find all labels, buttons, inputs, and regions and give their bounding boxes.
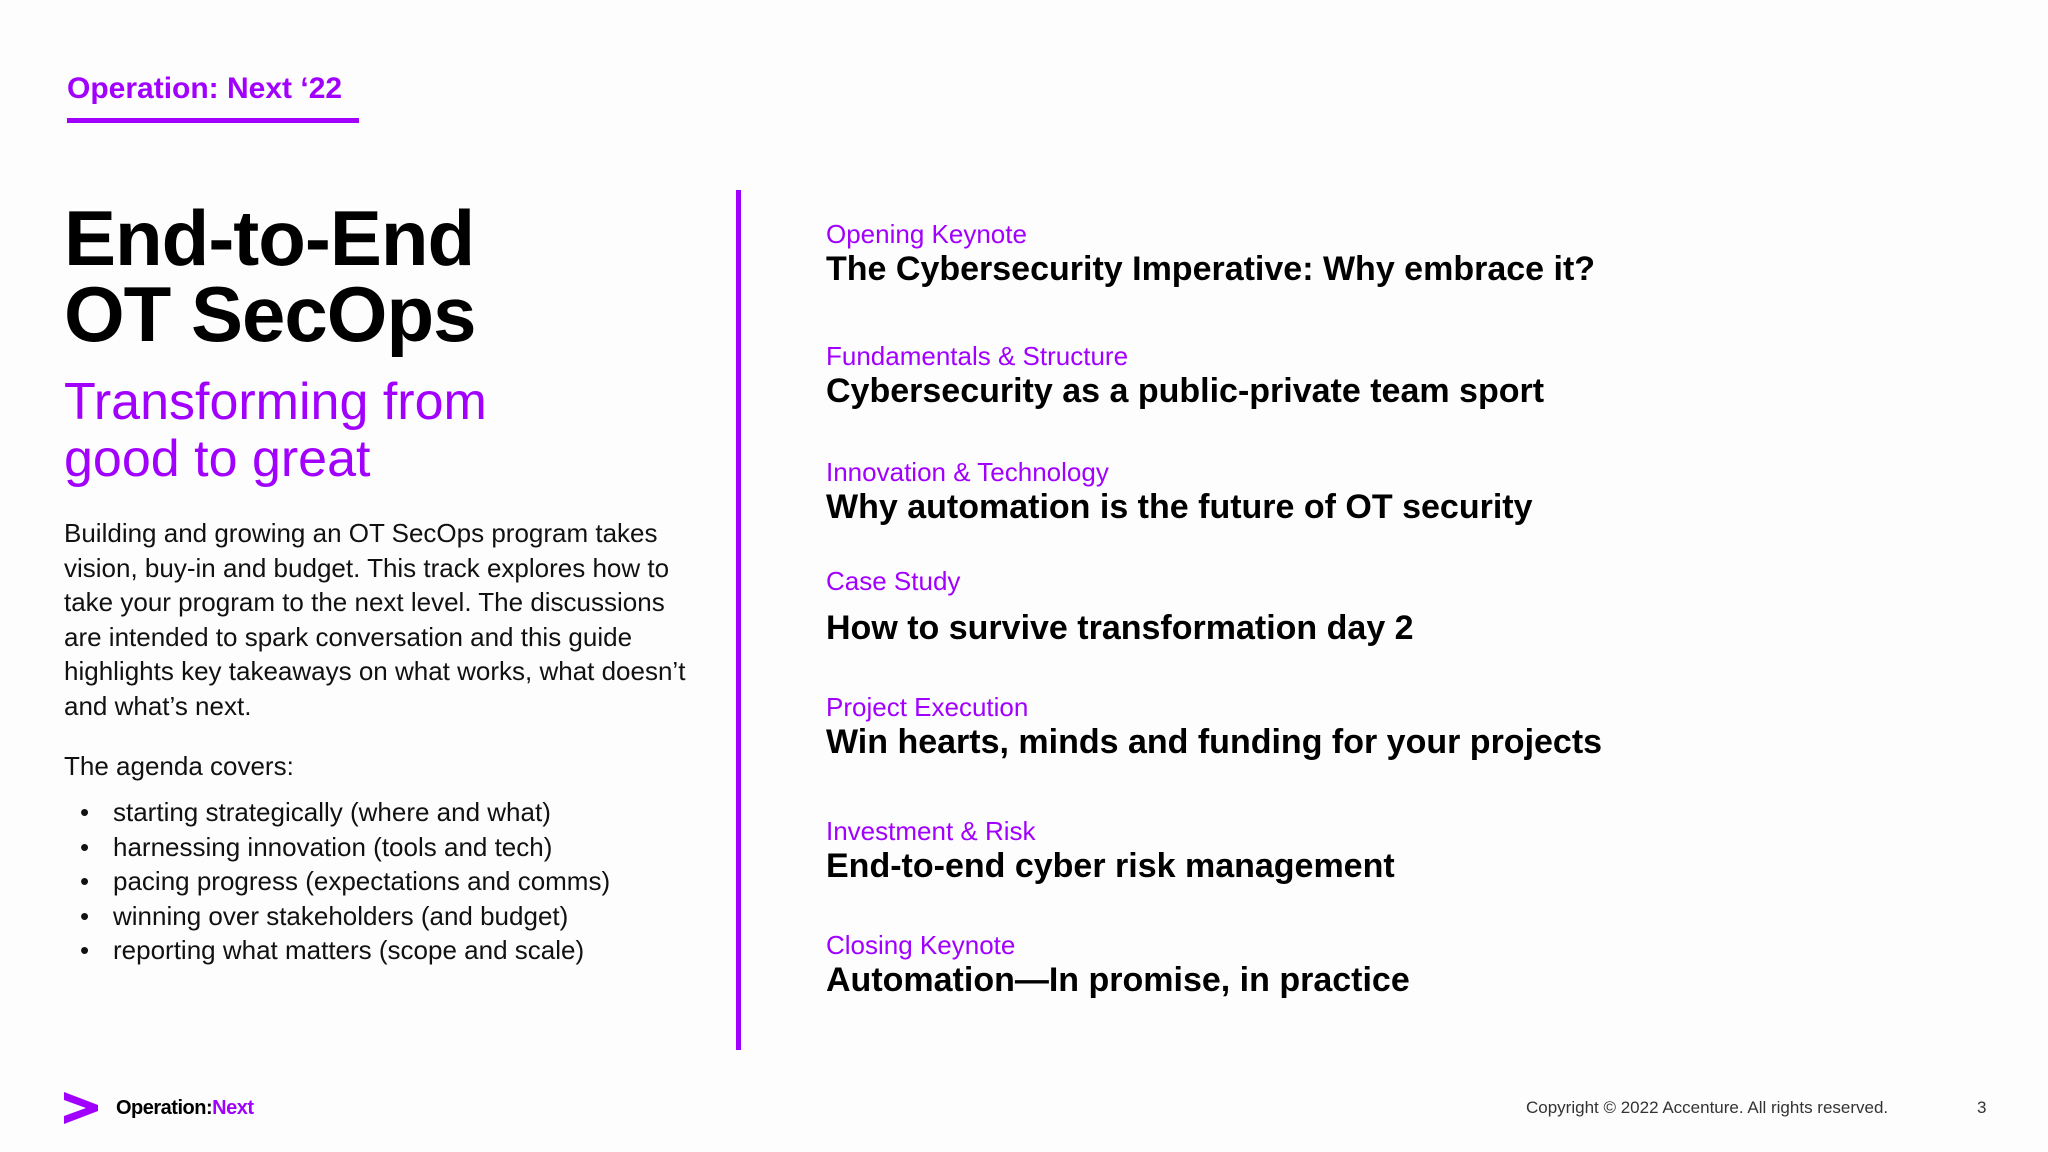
session-title: How to survive transformation day 2 <box>826 609 1414 647</box>
footer-brand-part1: Operation: <box>116 1096 213 1119</box>
agenda-intro: The agenda covers: <box>64 751 294 781</box>
title-line-1: End-to-End <box>64 194 475 282</box>
subtitle-line-1: Transforming from <box>64 373 487 431</box>
session-opening-keynote <box>826 219 1926 289</box>
session-title: The Cybersecurity Imperative: Why embrace it? <box>826 250 1596 288</box>
agenda-item <box>64 899 704 934</box>
accenture-chevron-icon <box>64 1092 98 1124</box>
bullet-icon: • <box>80 831 90 862</box>
page-subtitle <box>64 374 704 488</box>
agenda-item-text: starting strategically (where and what) <box>113 797 551 827</box>
agenda-list <box>64 795 704 968</box>
agenda-item <box>64 795 704 830</box>
footer-brand-part2: Next <box>212 1096 254 1119</box>
session-innovation <box>826 457 1926 527</box>
session-fundamentals <box>826 341 1926 411</box>
title-line-2: OT SecOps <box>64 270 476 358</box>
session-title: Win hearts, minds and funding for your projects <box>826 723 1603 761</box>
session-case-study <box>826 566 1926 648</box>
session-category: Fundamentals & Structure <box>826 341 1129 371</box>
session-title: Cybersecurity as a public-private team sport <box>826 372 1545 410</box>
session-category: Project Execution <box>826 692 1029 722</box>
hero-column <box>64 194 704 968</box>
bullet-icon: • <box>80 866 90 896</box>
session-title: Why automation is the future of OT security <box>826 488 1533 526</box>
agenda-item-text: reporting what matters (scope and scale) <box>113 935 585 965</box>
subtitle-line-2: good to great <box>64 430 371 488</box>
track-description: Building and growing an OT SecOps program takes vision, buy-in and budget. This track explores how to take your program to the next level. The discussions are intended to spark conversation and this guide highlights key takeaways on what works, what doesn’t and what’s next. <box>64 518 686 721</box>
session-closing-keynote <box>826 930 1926 1000</box>
footer-logo <box>64 1092 253 1124</box>
page-number: 3 <box>1977 1098 1987 1117</box>
session-category: Investment & Risk <box>826 816 1036 846</box>
session-title: Automation—In promise, in practice <box>826 961 1410 999</box>
agenda-item <box>64 864 704 899</box>
agenda-item <box>64 830 704 865</box>
agenda-item-text: harnessing innovation (tools and tech) <box>113 831 553 862</box>
footer-brand <box>116 1097 253 1120</box>
bullet-icon: • <box>80 935 90 965</box>
session-category: Innovation & Technology <box>826 457 1109 487</box>
agenda-item-text: winning over stakeholders (and budget) <box>113 900 569 931</box>
bullet-icon: • <box>80 900 90 931</box>
session-investment-risk <box>826 816 1926 886</box>
agenda-item-text: pacing progress (expectations and comms) <box>113 866 611 896</box>
copyright-notice: Copyright © 2022 Accenture. All rights reserved. <box>1526 1098 1889 1117</box>
session-category: Opening Keynote <box>826 219 1027 249</box>
page-title <box>64 194 704 358</box>
session-project-execution <box>826 692 1926 762</box>
bullet-icon: • <box>80 797 90 827</box>
session-category: Closing Keynote <box>826 930 1016 960</box>
session-category: Case Study <box>826 566 961 596</box>
session-title: End-to-end cyber risk management <box>826 847 1395 885</box>
vertical-divider <box>736 190 741 1050</box>
agenda-item <box>64 933 704 968</box>
event-tag: Operation: Next ‘22 <box>67 72 359 123</box>
